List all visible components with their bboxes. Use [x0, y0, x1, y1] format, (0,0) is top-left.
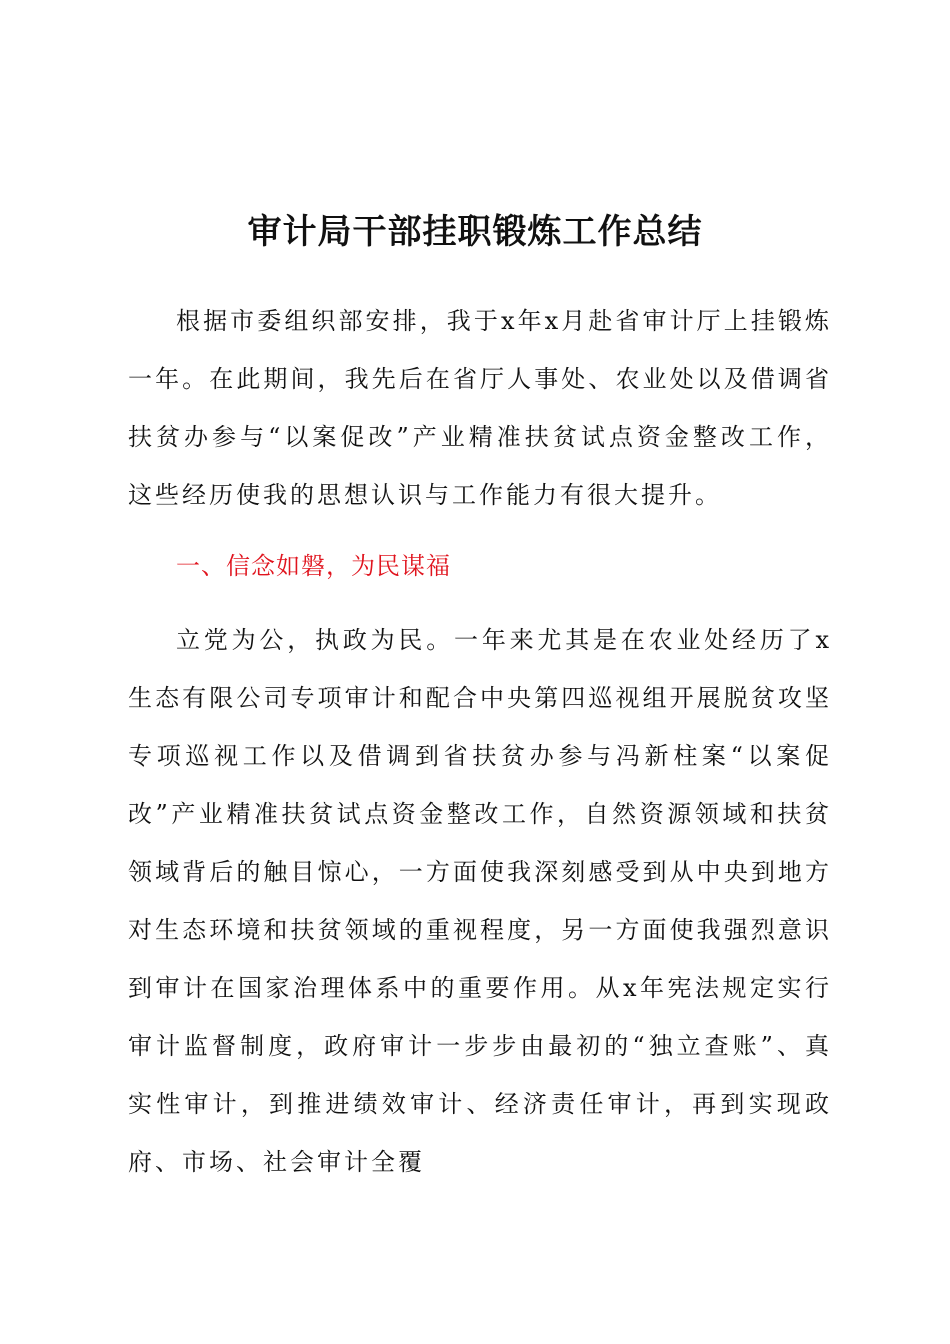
- document-title: 审计局干部挂职锻炼工作总结: [247, 212, 703, 252]
- body-paragraph: 立党为公，执政为民。一年来尤其是在农业处经历了x生态有限公司专项审计和配合中央第四巡视组开展脱贫攻坚专项巡视工作以及借调到省扶贫办参与冯新柱案“以案促改”产业精准扶贫试点资金整改工作，自然资源领域和扶贫领域背后的触目惊心，一方面使我深刻感受到从中央到地方对生态环境和扶贫领域的重视程度，另一方面使我强烈意识到审计在国家治理体系中的重要作用。从x年宪法规定实行审计监督制度，政府审计一步步由最初的“独立查账”、真实性审计，到推进绩效审计、经济责任审计，再到实现政府、市场、社会审计全覆: [128, 626, 832, 1176]
- intro-paragraph: 根据市委组织部安排，我于x年x月赴省审计厅上挂锻炼一年。在此期间，我先后在省厅人事处、农业处以及借调省扶贫办参与“以案促改”产业精准扶贫试点资金整改工作，这些经历使我的思想认识与工作能力有很大提升。: [128, 307, 832, 509]
- section-heading: 一、信念如磐，为民谋福: [176, 552, 451, 580]
